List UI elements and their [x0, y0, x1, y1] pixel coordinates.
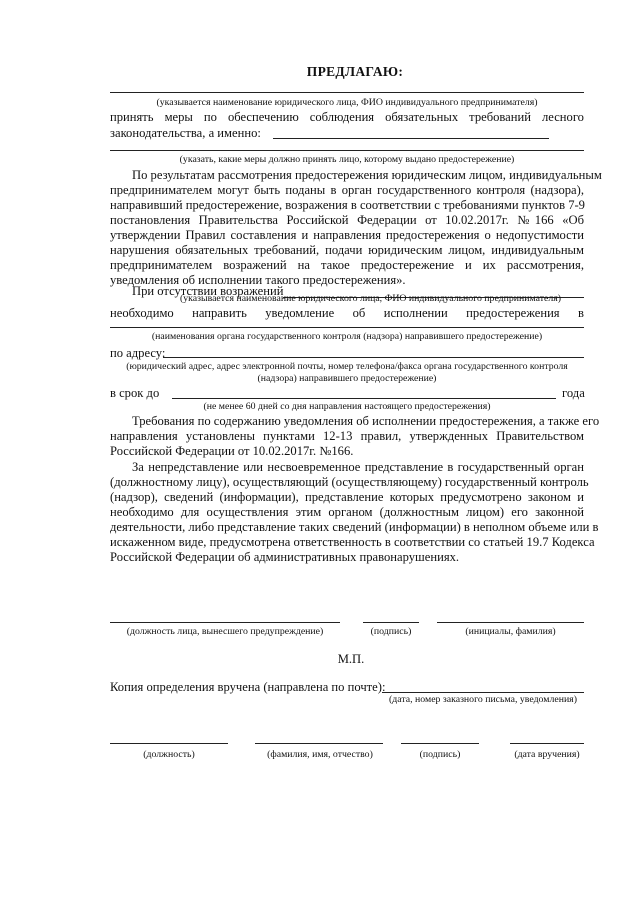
name-caption: (инициалы, фамилия)	[465, 626, 556, 637]
notify-word: уведомление	[265, 306, 335, 320]
objections-paragraph	[110, 168, 602, 288]
measures-field-line-2[interactable]	[110, 150, 584, 151]
paragraph-line: нарушения обязательных требований, подачи юридическим лицом, индивидуальным	[110, 243, 584, 257]
name-sign-line[interactable]	[437, 622, 584, 623]
signature-caption-2: (подпись)	[419, 749, 461, 760]
measures-label: законодательства, а именно:	[110, 126, 261, 140]
entity-caption: (указывается наименование юридического лица, ФИО индивидуального предпринимателя)	[156, 97, 538, 108]
notify-word: в	[578, 306, 584, 320]
liability-paragraph	[110, 460, 599, 565]
notify-word: об	[352, 306, 366, 320]
measures-line-2	[110, 126, 261, 141]
paragraph-line: необходимо для осуществления этим органом (должностным лицом) его законной	[110, 505, 584, 519]
paragraph-line: (надзор), сведений (информации), представление которых предусмотрено законом и	[110, 490, 584, 504]
paragraph-line: За непредставление или несвоевременное представление в государственный орган	[132, 460, 584, 474]
measures-word: лесного	[542, 110, 584, 124]
paragraph-line: уведомления об исполнении такого предостережения».	[110, 273, 406, 287]
no-objections-label: При отсутствии возражений	[132, 284, 284, 298]
fullname-line[interactable]	[255, 743, 383, 744]
measures-word: обеспечению	[227, 110, 299, 124]
measures-caption: (указать, какие меры должно принять лицо, которому выдано предостережение)	[179, 154, 515, 165]
paragraph-line: постановления Правительства Российской Федерации от 10.02.2017г. №166 «Об	[110, 213, 584, 227]
entity-caption-2: (указывается наименование юридического лица, ФИО индивидуального предпринимателя)	[180, 293, 562, 304]
position-caption: (должность лица, вынесшего предупреждение)	[126, 626, 324, 637]
paragraph-line: направления установлены пунктами 12-13 правил, утвержденных Правительством	[110, 429, 584, 443]
requirements-paragraph	[110, 414, 600, 459]
notify-word: необходимо	[110, 306, 174, 320]
paragraph-line: Российской Федерации об административных правонарушениях.	[110, 550, 460, 564]
page-title: ПРЕДЛАГАЮ:	[306, 64, 404, 79]
copy-caption: (дата, номер заказного письма, уведомления)	[389, 694, 577, 705]
paragraph-line: направивший предостережение, возражения в соответствии с требованиями пунктов 7-9	[110, 198, 585, 212]
paragraph-line: предпринимателем возражений на такое предостережение и их рассмотрения,	[110, 258, 584, 272]
measures-word: принять	[110, 110, 154, 124]
deadline-field-line[interactable]	[172, 398, 556, 399]
date-caption: (дата вручения)	[514, 749, 580, 760]
date-line[interactable]	[510, 743, 584, 744]
signature-caption: (подпись)	[370, 626, 412, 637]
paragraph-line: деятельности, либо представление таких сведений (информации) в неполном объеме или в	[110, 520, 599, 534]
copy-field-line[interactable]	[382, 692, 584, 693]
fullname-caption: (фамилия, имя, отчество)	[267, 749, 373, 760]
paragraph-line: (должностному лицу), осуществляющий (осуществляющему) государственный контроль	[110, 475, 589, 489]
measures-field-line-1[interactable]	[273, 138, 549, 139]
copy-label: Копия определения вручена (направлена по почте):	[110, 680, 386, 694]
measures-word: по	[203, 110, 217, 124]
signature-line-2[interactable]	[401, 743, 479, 744]
deadline-label: в срок до	[110, 386, 160, 400]
authority-field-line[interactable]	[110, 327, 584, 328]
measures-word: требований	[469, 110, 531, 124]
paragraph-line: Российской Федерации от 10.02.2017г. №166.	[110, 444, 354, 458]
stamp-label: М.П.	[337, 652, 365, 666]
paragraph-line: утверждении Правил составления и направления предостережения о недопустимости	[110, 228, 584, 242]
notify-word: предостережения	[466, 306, 560, 320]
measures-word: обязательных	[385, 110, 459, 124]
address-caption-1: (юридический адрес, адрес электронной почты, номер телефона/факса органа государственного контроля	[126, 361, 568, 372]
measures-word: соблюдения	[309, 110, 375, 124]
paragraph-line: искаженном виде, предусмотрена ответственность в соответствии со статьей 19.7 Кодекса	[110, 535, 595, 549]
deadline-suffix: года	[562, 386, 585, 400]
position-sign-line[interactable]	[110, 622, 340, 623]
paragraph-line: Требования по содержанию уведомления об исполнении предостережения, а также его	[132, 414, 600, 428]
address-label: по адресу:	[110, 346, 166, 360]
notify-line	[110, 306, 584, 321]
position-caption-2: (должность)	[143, 749, 195, 760]
notify-word: направить	[192, 306, 247, 320]
notify-word: исполнении	[383, 306, 448, 320]
deadline-caption: (не менее 60 дней со дня направления настоящего предостережения)	[203, 401, 491, 412]
paragraph-line: По результатам рассмотрения предостережения юридическим лицом, индивидуальным	[132, 168, 602, 182]
position-line-2[interactable]	[110, 743, 228, 744]
entity-name-line[interactable]	[110, 92, 584, 93]
authority-caption: (наименования органа государственного контроля (надзора) направившего предостережение)	[151, 331, 543, 342]
signature-line[interactable]	[363, 622, 419, 623]
measures-line-1	[110, 110, 584, 125]
paragraph-line: предпринимателем могут быть поданы в орган государственного контроля (надзора),	[110, 183, 584, 197]
address-caption-2: (надзора) направившего предостережение)	[257, 373, 437, 384]
measures-word: меры	[164, 110, 193, 124]
address-field-line[interactable]	[163, 357, 584, 358]
